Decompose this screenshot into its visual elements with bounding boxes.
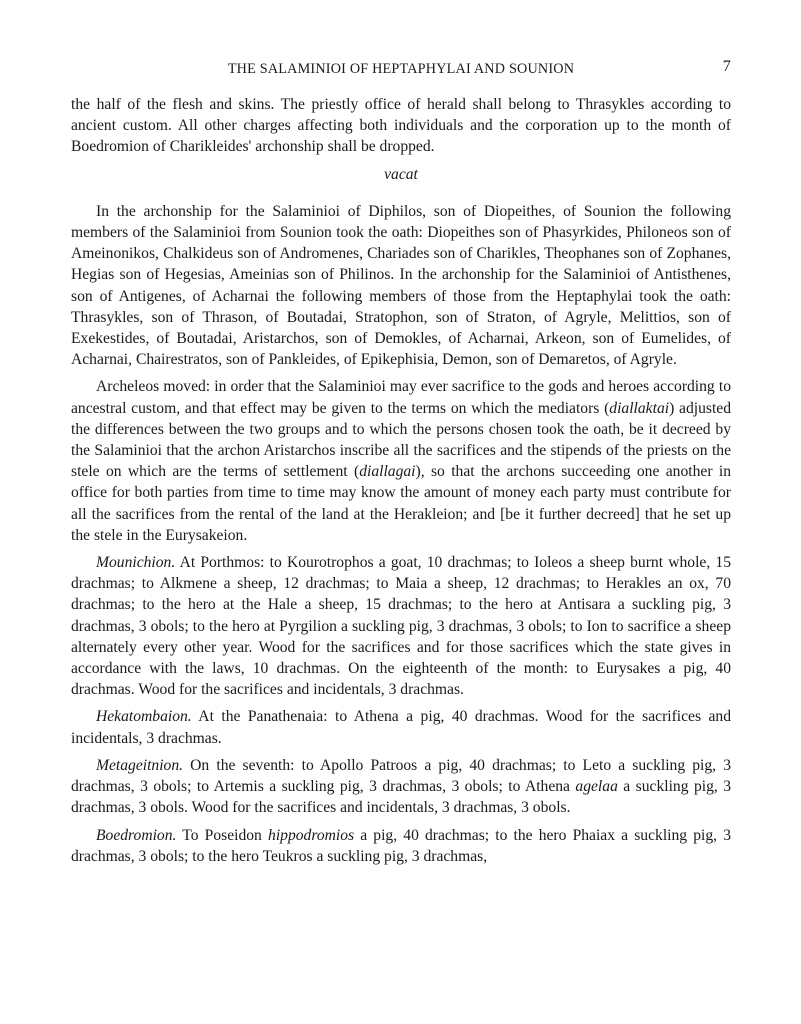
paragraph-metageitnion: [71, 755, 731, 819]
month-boedromion: Boedromion.: [96, 826, 177, 844]
paragraph-decree: [71, 376, 731, 546]
paragraph-hekatombaion: [71, 706, 731, 748]
paragraph-boedromion: [71, 825, 731, 867]
paragraph-intro: [71, 94, 731, 158]
body-text: [71, 94, 731, 867]
epithet-agelaa: agelaa: [575, 778, 618, 796]
month-metageitnion: Metageitnion.: [96, 756, 184, 774]
term-diallagai: diallagai: [359, 463, 416, 481]
decree-text-3: ), so that the archons succeeding one another in office for both parties from time to time may know the amount of money each party must contribute for all the sacrifices from the rental of the land at the Herakleion; and [be it further decreed] that he set up the stele in the Eurysakeion.: [71, 463, 732, 544]
decree-text-2: ) adjusted the differences between the two groups and to which the persons chosen took the oath, be it decreed by the Salaminioi that the archon Aristarchos inscribe all the sacrifices and the stipends of the priests on the stele on which are the terms of settlement (: [71, 399, 731, 481]
month-hekatombaion: Hekatombaion.: [96, 708, 192, 726]
hekatombaion-text: At the Panathenaia: to Athena a pig, 40 drachmas. Wood for the sacrifices and incidentals, 3 drachmas.: [71, 708, 731, 747]
metageitnion-text-2: a suckling pig, 3 drachmas, 3 obols. Wood for the sacrifices and incidentals, 3 drachmas, 3 obols.: [71, 778, 731, 817]
metageitnion-text-1: On the seventh: to Apollo Patroos a pig, 40 drachmas; to Leto a suckling pig, 3 drachmas, 3 obols; to Artemis a suckling pig, 3 drachmas, 3 obols; to Athena: [71, 756, 731, 796]
running-title: THE SALAMINIOI OF HEPTAPHYLAI AND SOUNION: [227, 61, 575, 77]
month-mounichion: Mounichion.: [96, 554, 176, 572]
page-number: 7: [722, 58, 731, 75]
paragraph-mounichion: [71, 552, 731, 700]
running-head: [71, 58, 731, 80]
boedromion-text-2: a pig, 40 drachmas; to the hero Phaiax a suckling pig, 3 drachmas, 3 obols; to the hero Teukros a suckling pig, 3 drachmas,: [71, 826, 731, 865]
vacat-marker: vacat: [384, 165, 418, 183]
mounichion-text: At Porthmos: to Kourotrophos a goat, 10 drachmas; to Ioleos a sheep burnt whole, 15 drachmas; to Alkmene a sheep, 12 drachmas; to Maia a sheep, 12 drachmas; to Herakles an ox, 70 drachmas; to the hero at the Hale a sheep, 15 drachmas; to the hero at Antisara a suckling pig, 3 drachmas, 3 obols; to the hero at Pyrgilion a suckling pig, 3 drachmas, 3 obols; to Ion to sacrifice a sheep alternately every other year. Wood for the sacrifices and for those sacrifices which the state gives in accordance with the laws, 10 drachmas. On the eighteenth of the month: to Eurysakes a pig, 40 drachmas. Wood for the sacrifices and incidentals, 3 drachmas.: [71, 554, 731, 699]
paragraph-oath-text: In the archonship for the Salaminioi of Diphilos, son of Diopeithes, of Sounion the following members of the Salaminioi from Sounion took the oath: Diopeithes son of Phasyrkides, Philoneos son of Ameinonikos, Chalkideus son of Andromenes, Chariades son of Charikles, Theophanes son of Zophanes, Hegias son of Hegesias, Ameinias son of Philinos. In the archonship for the Salaminioi of Antisthenes, son of Antigenes, of Acharnai the following members of those from the Heptaphylai took the oath: Thrasykles, son of Thrason, of Boutadai, Stratophon, son of Straton, of Agryle, Melittios, son of Exekestides, of Boutadai, Aristarchos, son of Demokles, of Acharnai, Arkeon, son of Eumelides, of Acharnai, Chairestratos, son of Pankleides, of Epikephisia, Demon, son of Demaretos, of Agryle.: [71, 202, 731, 369]
paragraph-intro-text: the half of the flesh and skins. The priestly office of herald shall belong to Thrasykles according to ancient custom. All other charges affecting both individuals and the corporation up to the month of Boedromion of Charikleides' archonship shall be dropped.: [71, 96, 731, 156]
epithet-hippodromios: hippodromios: [268, 826, 355, 844]
page: [71, 58, 731, 873]
decree-text-1: Archeleos moved: in order that the Salaminioi may ever sacrifice to the gods and heroes according to ancestral custom, and that effect may be given to the terms on which the mediators (: [71, 378, 731, 417]
paragraph-oath: [71, 201, 731, 371]
boedromion-text-1: To Poseidon: [176, 826, 269, 844]
term-diallaktai: diallaktai: [609, 399, 670, 417]
